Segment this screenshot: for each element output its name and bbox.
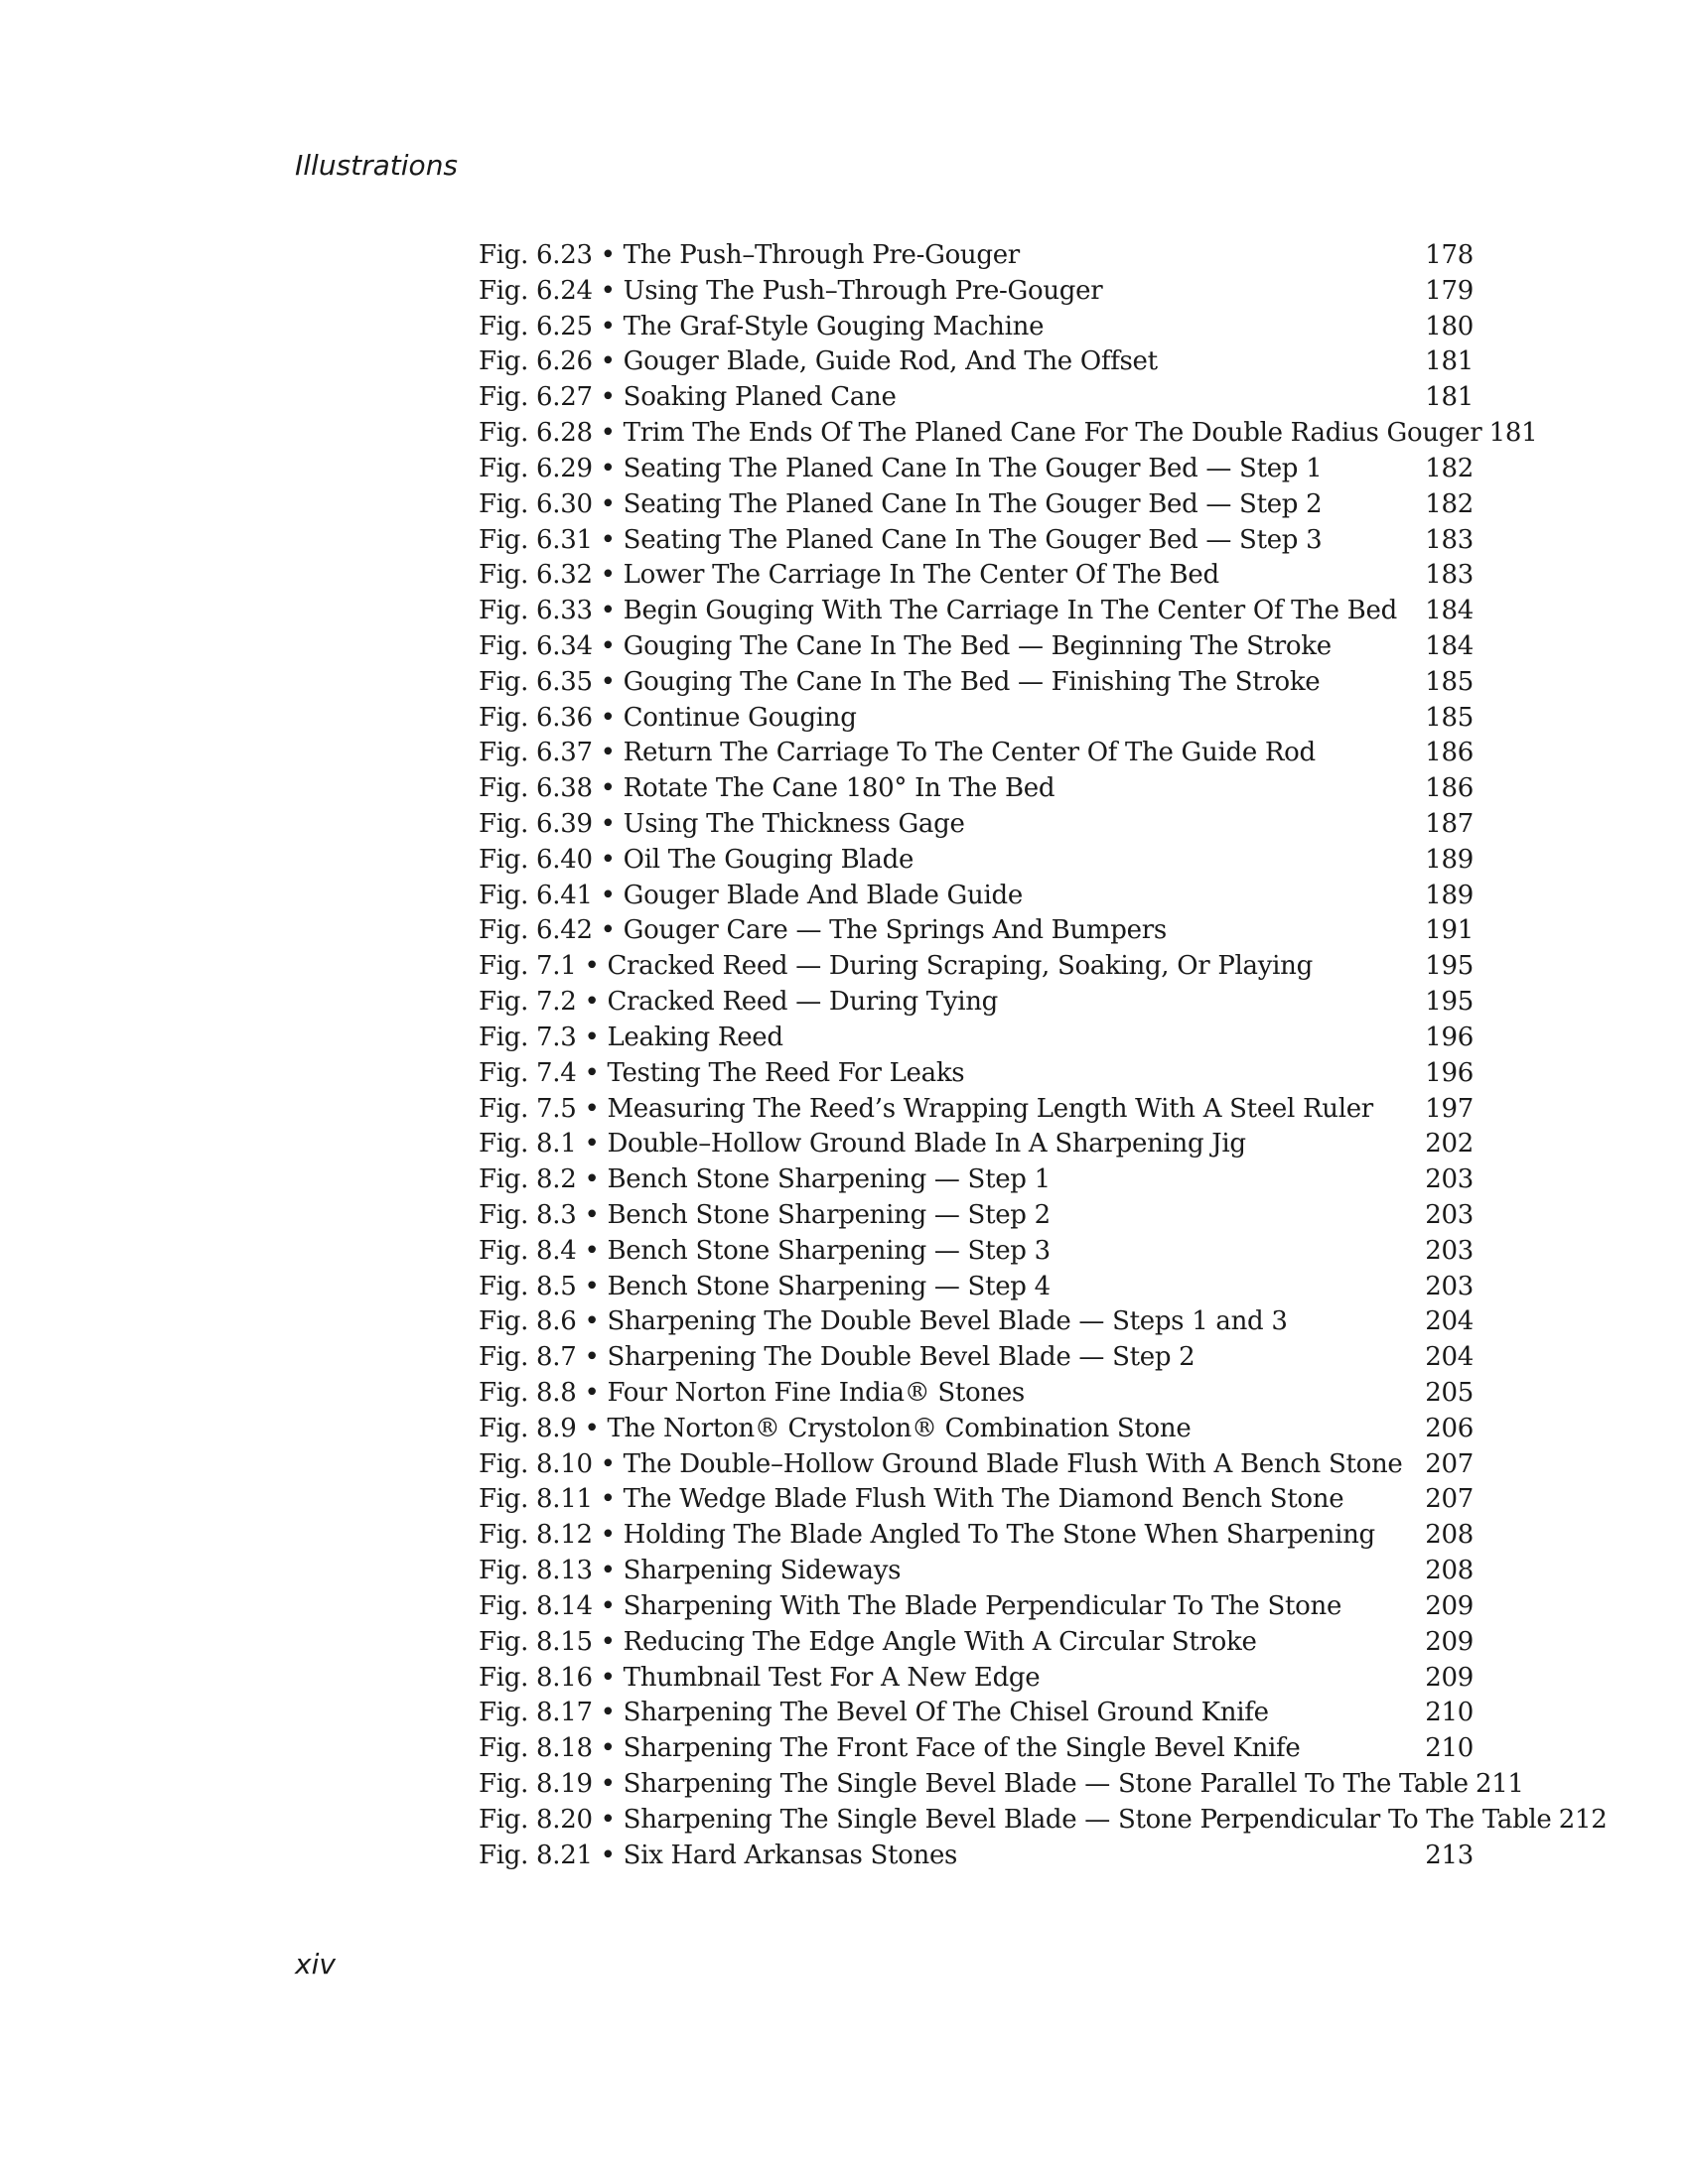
figure-caption: Fig. 8.18 • Sharpening The Front Face of the Single Bevel Knife xyxy=(479,1733,1301,1764)
list-item xyxy=(479,1447,1474,1483)
figure-caption: Fig. 6.39 • Using The Thickness Gage xyxy=(479,809,965,839)
figure-page-number: 191 xyxy=(1425,915,1474,946)
list-item xyxy=(479,452,1474,487)
figure-caption: Fig. 8.16 • Thumbnail Test For A New Edge xyxy=(479,1662,1041,1693)
figure-caption: Fig. 6.23 • The Push–Through Pre-Gouger xyxy=(479,240,1020,270)
figure-caption: Fig. 8.14 • Sharpening With The Blade Perpendicular To The Stone xyxy=(479,1590,1342,1621)
figure-page-number: 187 xyxy=(1425,809,1474,839)
list-item xyxy=(479,771,1474,807)
list-item xyxy=(479,1625,1474,1661)
figure-caption: Fig. 6.28 • Trim The Ends Of The Planed Cane For The Double Radius Gouger xyxy=(479,418,1482,449)
figure-page-number: 207 xyxy=(1425,1484,1474,1515)
figure-page-number: 195 xyxy=(1425,951,1474,982)
figure-page-number: 204 xyxy=(1425,1306,1474,1337)
figure-caption: Fig. 6.25 • The Graf-Style Gouging Machine xyxy=(479,311,1045,341)
figure-page-number: 189 xyxy=(1425,844,1474,875)
figure-page-number: 212 xyxy=(1558,1804,1608,1835)
list-item xyxy=(479,1092,1474,1128)
figure-page-number: 180 xyxy=(1425,311,1474,341)
list-item xyxy=(479,558,1474,594)
figure-caption: Fig. 8.2 • Bench Stone Sharpening — Step 1 xyxy=(479,1164,1051,1195)
illustrations-list xyxy=(479,238,1608,1873)
figure-page-number: 196 xyxy=(1425,1022,1474,1052)
figure-caption: Fig. 8.13 • Sharpening Sideways xyxy=(479,1556,902,1586)
figure-page-number: 209 xyxy=(1425,1590,1474,1621)
figure-page-number: 178 xyxy=(1425,240,1474,270)
figure-page-number: 213 xyxy=(1425,1840,1474,1870)
list-item xyxy=(479,665,1474,701)
list-item xyxy=(479,949,1474,985)
figure-page-number: 181 xyxy=(1425,346,1474,377)
list-item xyxy=(479,629,1474,665)
figure-page-number: 211 xyxy=(1475,1768,1524,1799)
figure-caption: Fig. 8.20 • Sharpening The Single Bevel Blade — Stone Perpendicular To The Table xyxy=(479,1804,1552,1835)
list-item xyxy=(479,1839,1474,1874)
figure-caption: Fig. 8.4 • Bench Stone Sharpening — Step 3 xyxy=(479,1235,1051,1266)
list-item xyxy=(479,843,1474,879)
list-item xyxy=(479,487,1474,523)
figure-page-number: 203 xyxy=(1425,1164,1474,1195)
figure-page-number: 203 xyxy=(1425,1235,1474,1266)
figure-caption: Fig. 8.3 • Bench Stone Sharpening — Step 2 xyxy=(479,1199,1051,1230)
list-item xyxy=(479,594,1474,629)
figure-caption: Fig. 8.19 • Sharpening The Single Bevel Blade — Stone Parallel To The Table xyxy=(479,1768,1469,1799)
figure-caption: Fig. 7.5 • Measuring The Reed’s Wrapping Length With A Steel Ruler xyxy=(479,1093,1373,1124)
list-item xyxy=(479,1021,1474,1056)
figure-page-number: 179 xyxy=(1425,275,1474,306)
figure-page-number: 205 xyxy=(1425,1378,1474,1408)
figure-caption: Fig. 6.33 • Begin Gouging With The Carriage In The Center Of The Bed xyxy=(479,596,1397,626)
list-item xyxy=(479,1731,1474,1767)
figure-caption: Fig. 6.40 • Oil The Gouging Blade xyxy=(479,844,914,875)
figure-caption: Fig. 8.9 • The Norton® Crystolon® Combination Stone xyxy=(479,1413,1192,1443)
figure-page-number: 184 xyxy=(1425,630,1474,661)
figure-page-number: 197 xyxy=(1425,1093,1474,1124)
figure-page-number: 210 xyxy=(1425,1698,1474,1728)
list-item xyxy=(479,1518,1474,1554)
page-number: xiv xyxy=(295,1948,336,1980)
figure-caption: Fig. 7.2 • Cracked Reed — During Tying xyxy=(479,987,999,1018)
figure-caption: Fig. 8.17 • Sharpening The Bevel Of The Chisel Ground Knife xyxy=(479,1698,1269,1728)
figure-caption: Fig. 6.42 • Gouger Care — The Springs And Bumpers xyxy=(479,915,1167,946)
list-item xyxy=(479,913,1474,949)
list-item xyxy=(479,1340,1474,1376)
list-item xyxy=(479,1162,1474,1198)
figure-page-number: 182 xyxy=(1425,453,1474,483)
figure-caption: Fig. 8.21 • Six Hard Arkansas Stones xyxy=(479,1840,958,1870)
figure-caption: Fig. 6.30 • Seating The Planed Cane In The Gouger Bed — Step 2 xyxy=(479,488,1323,519)
list-item xyxy=(479,523,1474,559)
figure-caption: Fig. 8.11 • The Wedge Blade Flush With The Diamond Bench Stone xyxy=(479,1484,1344,1515)
list-item xyxy=(479,1661,1474,1697)
figure-caption: Fig. 6.36 • Continue Gouging xyxy=(479,702,857,733)
figure-page-number: 203 xyxy=(1425,1271,1474,1301)
list-item xyxy=(479,1696,1474,1731)
figure-caption: Fig. 6.32 • Lower The Carriage In The Center Of The Bed xyxy=(479,560,1219,591)
list-item xyxy=(479,416,1538,452)
list-item xyxy=(479,1234,1474,1270)
figure-page-number: 203 xyxy=(1425,1199,1474,1230)
figure-page-number: 209 xyxy=(1425,1662,1474,1693)
list-item xyxy=(479,1482,1474,1518)
list-item xyxy=(479,344,1474,380)
list-item xyxy=(479,1767,1524,1803)
figure-page-number: 189 xyxy=(1425,880,1474,910)
list-item xyxy=(479,238,1474,274)
list-item xyxy=(479,1589,1474,1625)
figure-caption: Fig. 8.12 • Holding The Blade Angled To The Stone When Sharpening xyxy=(479,1520,1375,1551)
list-item xyxy=(479,1270,1474,1305)
list-item xyxy=(479,1376,1474,1412)
list-item xyxy=(479,807,1474,843)
figure-caption: Fig. 7.3 • Leaking Reed xyxy=(479,1022,783,1052)
figure-page-number: 208 xyxy=(1425,1520,1474,1551)
figure-page-number: 207 xyxy=(1425,1448,1474,1479)
figure-page-number: 181 xyxy=(1488,418,1538,449)
list-item xyxy=(479,736,1474,771)
list-item xyxy=(479,1127,1474,1162)
figure-caption: Fig. 8.15 • Reducing The Edge Angle With A Circular Stroke xyxy=(479,1626,1257,1657)
figure-page-number: 195 xyxy=(1425,987,1474,1018)
figure-caption: Fig. 8.5 • Bench Stone Sharpening — Step 4 xyxy=(479,1271,1051,1301)
list-item xyxy=(479,310,1474,345)
figure-caption: Fig. 6.34 • Gouging The Cane In The Bed — Beginning The Stroke xyxy=(479,630,1332,661)
figure-page-number: 182 xyxy=(1425,488,1474,519)
figure-caption: Fig. 6.31 • Seating The Planed Cane In The Gouger Bed — Step 3 xyxy=(479,524,1323,555)
figure-page-number: 185 xyxy=(1425,702,1474,733)
figure-caption: Fig. 6.35 • Gouging The Cane In The Bed — Finishing The Stroke xyxy=(479,666,1321,697)
running-head: Illustrations xyxy=(295,149,459,182)
figure-caption: Fig. 6.37 • Return The Carriage To The Center Of The Guide Rod xyxy=(479,738,1316,768)
figure-caption: Fig. 6.29 • Seating The Planed Cane In The Gouger Bed — Step 1 xyxy=(479,453,1323,483)
list-item xyxy=(479,701,1474,737)
list-item xyxy=(479,1304,1474,1340)
figure-page-number: 184 xyxy=(1425,596,1474,626)
figure-page-number: 183 xyxy=(1425,524,1474,555)
figure-page-number: 185 xyxy=(1425,666,1474,697)
figure-caption: Fig. 8.8 • Four Norton Fine India® Stones xyxy=(479,1378,1025,1408)
figure-caption: Fig. 6.24 • Using The Push–Through Pre-Gouger xyxy=(479,275,1103,306)
figure-caption: Fig. 8.1 • Double–Hollow Ground Blade In A Sharpening Jig xyxy=(479,1129,1246,1160)
figure-caption: Fig. 6.27 • Soaking Planed Cane xyxy=(479,382,897,413)
figure-page-number: 209 xyxy=(1425,1626,1474,1657)
figure-page-number: 181 xyxy=(1425,382,1474,413)
figure-page-number: 202 xyxy=(1425,1129,1474,1160)
figure-page-number: 186 xyxy=(1425,773,1474,804)
list-item xyxy=(479,879,1474,914)
list-item xyxy=(479,1412,1474,1447)
list-item xyxy=(479,1198,1474,1234)
figure-caption: Fig. 8.7 • Sharpening The Double Bevel Blade — Step 2 xyxy=(479,1342,1196,1373)
figure-caption: Fig. 6.38 • Rotate The Cane 180° In The Bed xyxy=(479,773,1055,804)
list-item xyxy=(479,985,1474,1021)
list-item xyxy=(479,274,1474,310)
figure-page-number: 206 xyxy=(1425,1413,1474,1443)
list-item xyxy=(479,380,1474,416)
list-item xyxy=(479,1554,1474,1589)
figure-caption: Fig. 8.10 • The Double–Hollow Ground Blade Flush With A Bench Stone xyxy=(479,1448,1403,1479)
figure-caption: Fig. 8.6 • Sharpening The Double Bevel Blade — Steps 1 and 3 xyxy=(479,1306,1288,1337)
list-item xyxy=(479,1803,1608,1839)
list-item xyxy=(479,1056,1474,1092)
figure-caption: Fig. 7.1 • Cracked Reed — During Scraping, Soaking, Or Playing xyxy=(479,951,1313,982)
figure-page-number: 186 xyxy=(1425,738,1474,768)
figure-page-number: 196 xyxy=(1425,1057,1474,1088)
figure-caption: Fig. 6.41 • Gouger Blade And Blade Guide xyxy=(479,880,1023,910)
figure-page-number: 183 xyxy=(1425,560,1474,591)
figure-page-number: 210 xyxy=(1425,1733,1474,1764)
figure-caption: Fig. 7.4 • Testing The Reed For Leaks xyxy=(479,1057,965,1088)
figure-caption: Fig. 6.26 • Gouger Blade, Guide Rod, And The Offset xyxy=(479,346,1158,377)
figure-page-number: 208 xyxy=(1425,1556,1474,1586)
figure-page-number: 204 xyxy=(1425,1342,1474,1373)
